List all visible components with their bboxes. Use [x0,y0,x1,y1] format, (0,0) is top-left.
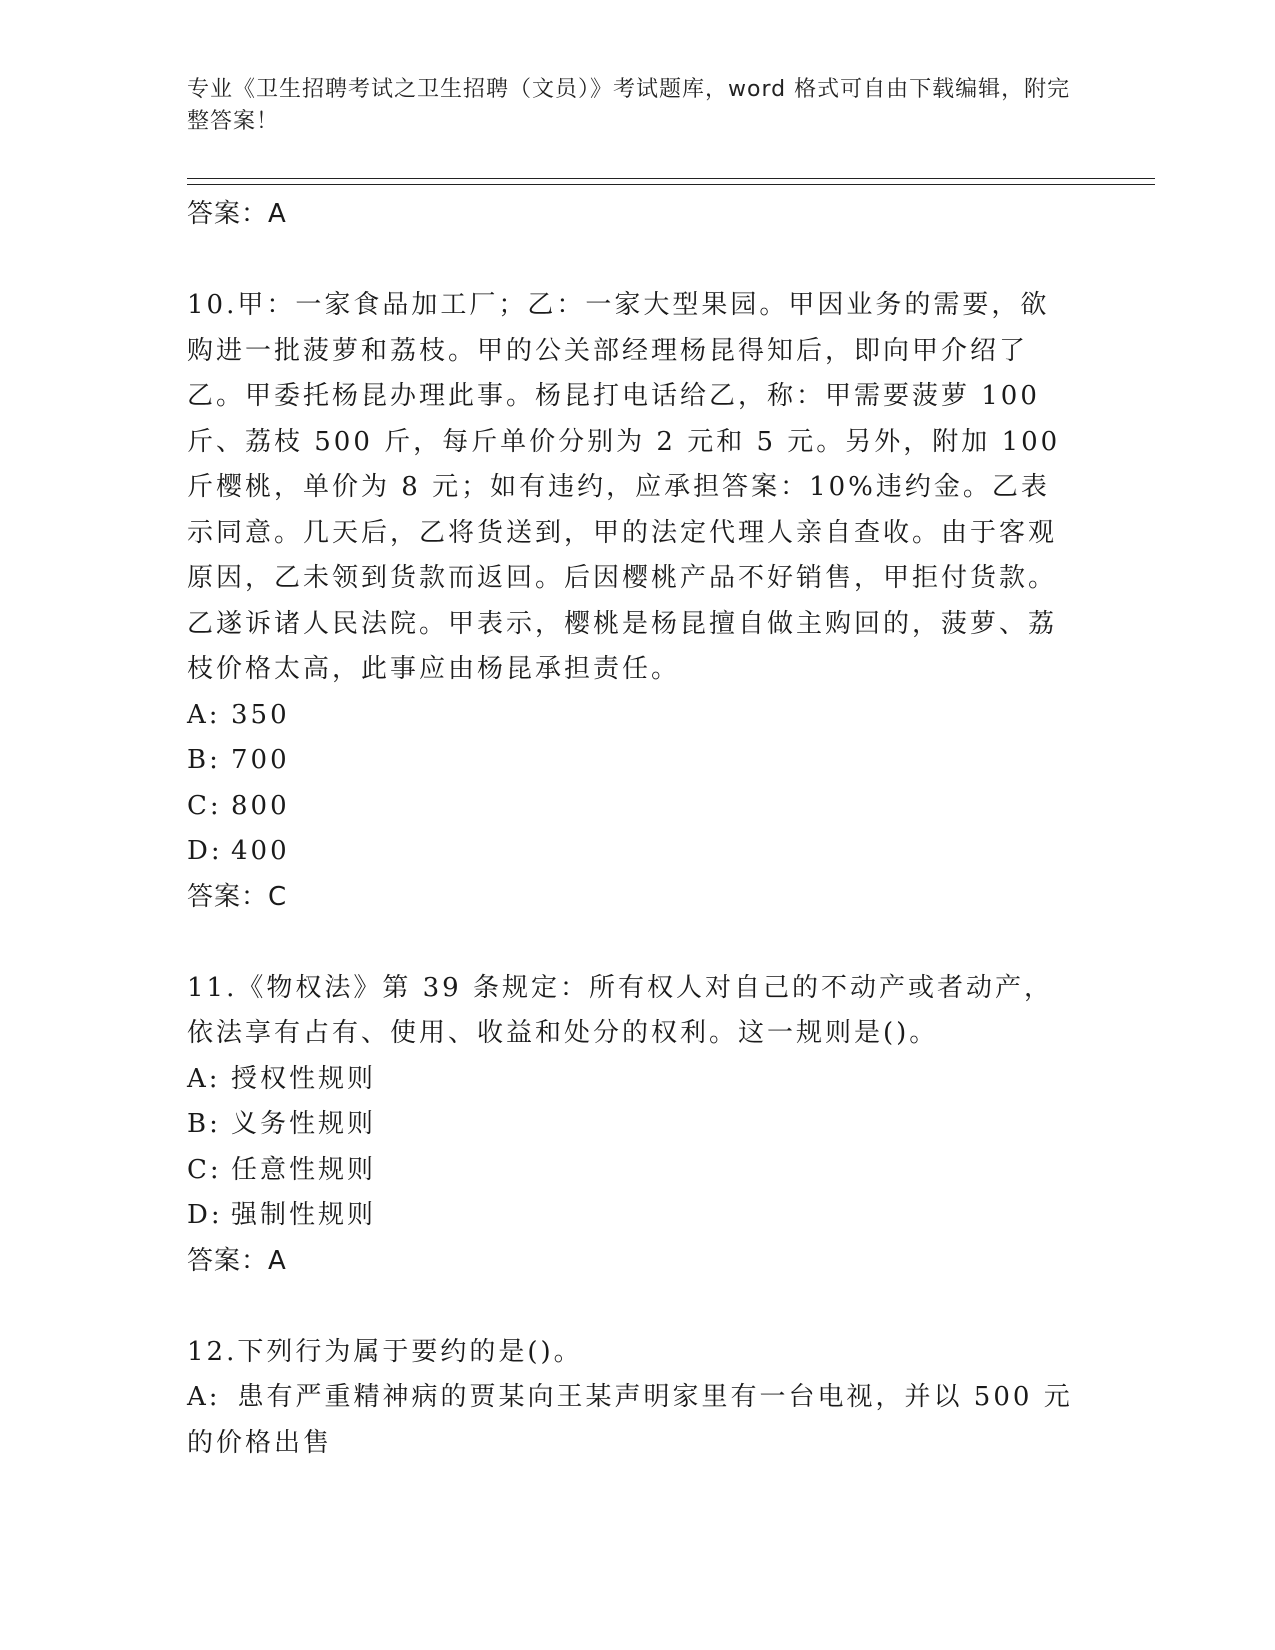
option-key: A: [187,1063,221,1094]
question-10-option-a [187,693,1077,739]
question-10-option-d [187,829,1077,875]
question-11-option-a [187,1057,1077,1103]
option-key: D: [187,836,223,866]
option-text: 700 [231,745,290,775]
question-10-option-c [187,784,1077,830]
header-divider [187,178,1155,185]
question-10-text: 10.甲：一家食品加工厂；乙：一家大型果园。甲因业务的需要，欲购进一批菠萝和荔枝。甲的公关部经理杨昆得知后，即向甲介绍了乙。甲委托杨昆办理此事。杨昆打电话给乙，称：甲需要菠萝 100 斤、荔枝 500 斤，每斤单价分别为 2 元和 5 元。另外，附加 100 斤樱桃，单价为 8 元；如有违约，应承担答案：10%违约金。乙表示同意。几天后，乙将货送到，甲的法定代理人亲自查收。由于客观原因，乙未领到货款而返回。后因樱桃产品不好销售，甲拒付货款。乙遂诉诸人民法院。甲表示，樱桃是杨昆擅自做主购回的，菠萝、荔枝价格太高，此事应由杨昆承担责任。 [187,290,1061,684]
option-text: 强制性规则 [231,1200,377,1230]
option-text: 授权性规则 [231,1063,377,1094]
question-11 [187,966,1077,1283]
question-11-text: 11.《物权法》第 39 条规定：所有权人对自己的不动产或者动产，依法享有占有、使用、收益和处分的权利。这一规则是()。 [187,972,1053,1048]
question-11-option-c [187,1148,1077,1194]
option-text: 350 [231,699,290,730]
document-body [187,192,1077,1466]
question-11-option-b [187,1102,1077,1148]
option-key: C: [187,1154,222,1185]
option-key: A: [187,699,221,730]
option-text: 800 [231,790,290,821]
option-key: D: [187,1200,223,1230]
question-10 [187,283,1077,919]
question-12-option-a [187,1375,1077,1466]
page-header: 专业《卫生招聘考试之卫生招聘（文员）》考试题库，word 格式可自由下载编辑，附完整答案！ [187,77,1071,134]
option-key: C: [187,790,222,821]
question-12-text: 12.下列行为属于要约的是()。 [187,1336,583,1367]
option-text: 义务性规则 [231,1109,377,1139]
answer-9: 答案：A [187,199,287,229]
question-10-option-b [187,738,1077,784]
option-text: 任意性规则 [231,1154,377,1185]
answer-11: 答案：A [187,1245,287,1276]
option-text: 400 [231,836,290,866]
answer-10: 答案：C [187,881,288,912]
question-11-option-d [187,1193,1077,1239]
question-12 [187,1330,1077,1467]
option-key: B: [187,1109,221,1139]
option-text: 患有严重精神病的贾某向王某声明家里有一台电视，并以 500 元的价格出售 [187,1382,1073,1458]
option-key: A: [187,1382,221,1412]
option-key: B: [187,745,221,775]
